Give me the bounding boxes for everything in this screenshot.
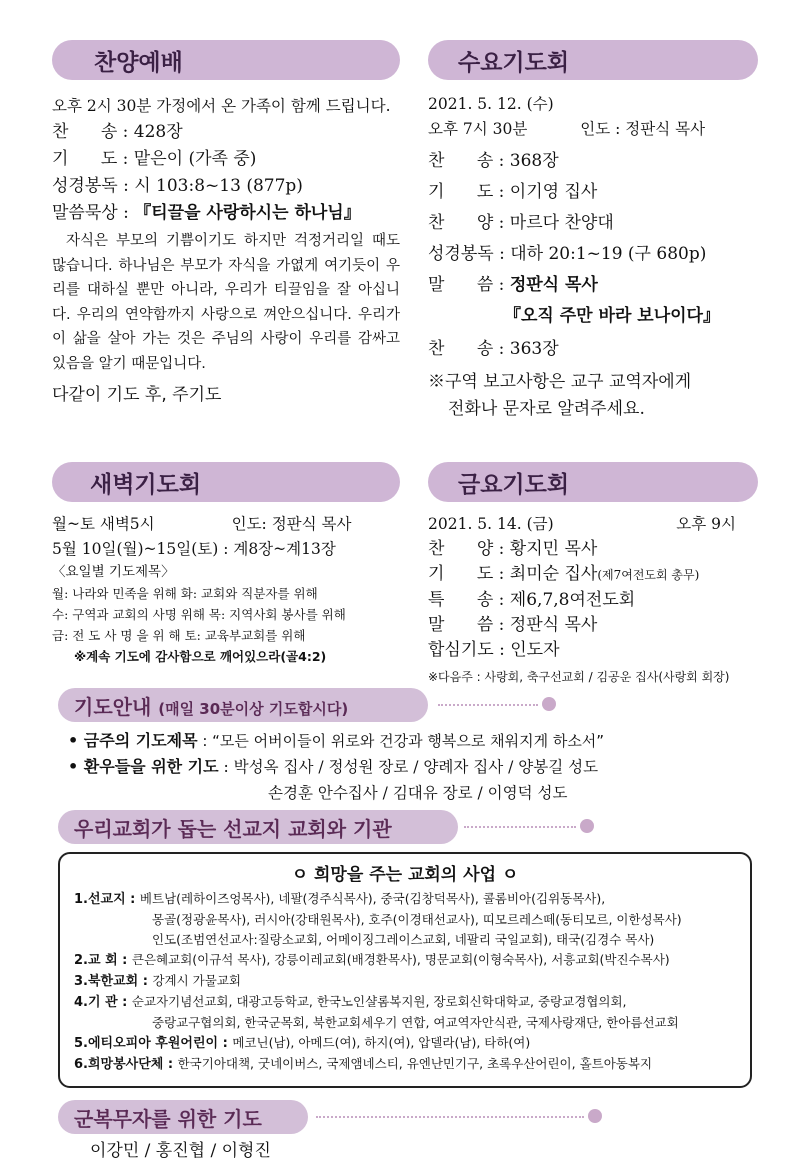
dawn-days: 월~토 새벽5시 bbox=[52, 515, 155, 533]
wednesday-section bbox=[428, 40, 758, 423]
sunday-prayer: 기 도 : 맡은이 (가족 중) bbox=[52, 149, 257, 169]
wednesday-leader: 인도 : 정판식 목사 bbox=[580, 120, 706, 138]
missions-row bbox=[74, 971, 750, 992]
sunday-section bbox=[52, 40, 400, 409]
dawn-topics-title: 〈요일별 기도제목〉 bbox=[52, 564, 175, 580]
wednesday-note2: 전화나 문자로 알려주세요. bbox=[448, 399, 645, 419]
prayer-line2-text: : 박성옥 집사 / 정성원 장로 / 양례자 집사 / 양봉길 성도 bbox=[218, 758, 599, 776]
dotted-line bbox=[438, 704, 538, 706]
end-dot bbox=[588, 1109, 602, 1123]
friday-prayer-label: 기 도 : 최미순 집사 bbox=[428, 564, 598, 584]
dawn-days-row bbox=[52, 512, 400, 537]
wednesday-preacher: 정판식 목사 bbox=[509, 275, 598, 295]
wednesday-banner bbox=[428, 40, 758, 80]
wednesday-sermon bbox=[428, 272, 758, 299]
wednesday-date: 2021. 5. 12. (수) bbox=[428, 95, 554, 113]
military-title: 군복무자를 위한 기도 bbox=[74, 1107, 262, 1131]
wednesday-sermon-label: 말 씀 : bbox=[428, 275, 510, 295]
friday-sermon: 말 씀 : 정판식 목사 bbox=[428, 615, 598, 635]
dotted-line bbox=[316, 1116, 584, 1118]
military-header bbox=[58, 1100, 748, 1134]
friday-prayer bbox=[428, 562, 758, 588]
friday-closing: 합심기도 : 인도자 bbox=[428, 640, 560, 660]
prayer-guide-body bbox=[68, 728, 758, 806]
missions-row bbox=[74, 1033, 750, 1054]
missions-row-value: 중랑교구협의회, 한국군목회, 북한교회세우기 연합, 여교역자안식관, 국제사랑재단, 한아름선교회 bbox=[152, 1015, 679, 1030]
missions-row-key: 6.희망봉사단체 : bbox=[74, 1057, 178, 1072]
missions-row-value: 몽골(정광윤목사), 러시아(강태원목사), 호주(이경태선교사), 띠모르레스떼(동티모르, 이한성목사) bbox=[152, 912, 682, 927]
sunday-hymn: 찬 송 : 428장 bbox=[52, 122, 183, 142]
sunday-sermon bbox=[52, 200, 400, 227]
wednesday-note: ※구역 보고사항은 교구 교역자에게 bbox=[428, 372, 692, 392]
dawn-verse: ※계속 기도에 감사함으로 깨어있으라(골4:2) bbox=[74, 649, 327, 664]
missions-title: 우리교회가 돕는 선교지 교회와 기관 bbox=[74, 817, 392, 841]
missions-list bbox=[60, 889, 750, 1075]
prayer-guide-title: 기도안내 bbox=[74, 695, 152, 719]
dawn-banner bbox=[52, 462, 400, 502]
sunday-intro: 오후 2시 30분 가정에서 온 가족이 함께 드립니다. bbox=[52, 97, 391, 115]
friday-praise: 찬 양 : 황지민 목사 bbox=[428, 539, 598, 559]
dawn-period: 5월 10일(월)~15일(토) : 계8장~계13장 bbox=[52, 540, 336, 558]
wednesday-hymn2: 찬 송 : 363장 bbox=[428, 339, 559, 359]
missions-row-key: 1.선교지 : bbox=[74, 892, 140, 907]
prayer-line2-label: • 환우들을 위한 기도 bbox=[68, 757, 219, 776]
sunday-closing: 다같이 기도 후, 주기도 bbox=[52, 385, 222, 405]
dawn-topic: 금: 전 도 사 명 을 위 해 토: 교육부교회를 위해 bbox=[52, 628, 306, 643]
missions-row-value: 베트남(레하이즈엉목사), 네팔(경주식목사), 중국(김창덕목사), 콜롬비아(김위동목사), bbox=[139, 891, 606, 906]
missions-row bbox=[74, 910, 750, 930]
friday-date-row bbox=[428, 512, 758, 537]
dawn-title: 새벽기도회 bbox=[90, 472, 202, 498]
military-names: 이강민 / 홍진협 / 이형진 bbox=[90, 1141, 271, 1161]
missions-row-value: 메코닌(남), 아메드(여), 하지(여), 압델라(남), 타하(여) bbox=[232, 1035, 531, 1050]
wednesday-hymn: 찬 송 : 368장 bbox=[428, 151, 559, 171]
dawn-section bbox=[52, 462, 400, 667]
wednesday-prayer: 기 도 : 이기영 집사 bbox=[428, 182, 598, 202]
friday-section bbox=[428, 462, 758, 688]
missions-row bbox=[74, 1013, 750, 1033]
missions-row-value: 강계시 가물교회 bbox=[152, 973, 241, 988]
missions-row-value: 한국기아대책, 굿네이버스, 국제앰네스티, 유엔난민기구, 초록우산어린이, 홀트아동복지 bbox=[177, 1056, 653, 1071]
missions-box-title: ㅇ 희망을 주는 교회의 사업 ㅇ bbox=[291, 865, 519, 885]
friday-date: 2021. 5. 14. (금) bbox=[428, 515, 554, 533]
missions-row bbox=[74, 930, 750, 950]
dotted-line bbox=[464, 826, 576, 828]
wednesday-praise: 찬 양 : 마르다 찬양대 bbox=[428, 213, 614, 233]
prayer-line1-label: • 금주의 기도제목 bbox=[68, 731, 198, 750]
friday-time: 오후 9시 bbox=[676, 515, 736, 533]
friday-prayer-note: (제7여전도회 총무) bbox=[597, 568, 700, 582]
prayer-guide-subtitle: (매일 30분이상 기도합시다) bbox=[158, 700, 349, 718]
dawn-topic: 월: 나라와 민족을 위해 화: 교회와 직분자를 위해 bbox=[52, 586, 318, 601]
missions-row-value: 순교자기념선교회, 대광고등학교, 한국노인샬롬복지원, 장로회신학대학교, 중랑교경협의회, bbox=[131, 994, 627, 1009]
friday-next: ※다음주 : 사랑회, 축구선교회 / 김공운 집사(사랑회 회장) bbox=[428, 670, 730, 684]
end-dot bbox=[542, 697, 556, 711]
wednesday-title: 수요기도회 bbox=[458, 50, 570, 76]
dawn-topic: 수: 구역과 교회의 사명 위해 목: 지역사회 봉사를 위해 bbox=[52, 607, 346, 622]
end-dot bbox=[580, 819, 594, 833]
prayer-line3-text: 손경훈 안수집사 / 김대유 장로 / 이영덕 성도 bbox=[268, 784, 568, 802]
sunday-title: 찬양예배 bbox=[94, 50, 183, 76]
prayer-guide-line1 bbox=[68, 728, 758, 754]
sunday-sermon-title: 『티끌을 사랑하시는 하나님』 bbox=[134, 203, 361, 223]
missions-header bbox=[58, 810, 748, 844]
sunday-reading: 성경봉독 : 시 103:8~13 (877p) bbox=[52, 176, 303, 196]
missions-row-key: 4.기 관 : bbox=[74, 995, 132, 1010]
missions-row-value: 인도(조범연선교사:질랑소교회, 어메이징그레이스교회, 네팔리 국일교회), 태국(김경수 목사) bbox=[152, 932, 655, 947]
missions-box bbox=[58, 852, 752, 1088]
wednesday-time: 오후 7시 30분 bbox=[428, 120, 528, 138]
missions-row-key: 3.북한교회 : bbox=[74, 974, 153, 989]
wednesday-sermon-title: 『오직 주만 바라 보나이다』 bbox=[504, 306, 720, 326]
friday-special: 특 송 : 제6,7,8여전도회 bbox=[428, 590, 636, 610]
prayer-line1-text: : “모든 어버이들이 위로와 건강과 행복으로 채워지게 하소서” bbox=[197, 732, 605, 750]
prayer-guide-line2 bbox=[68, 754, 758, 780]
sunday-banner bbox=[52, 40, 400, 80]
prayer-guide-title-row bbox=[74, 691, 348, 720]
missions-row-key: 2.교 회 : bbox=[74, 953, 132, 968]
missions-row bbox=[74, 889, 750, 910]
missions-row-key: 5.에티오피아 후원어린이 : bbox=[74, 1036, 233, 1051]
dawn-leader: 인도: 정판식 목사 bbox=[231, 515, 352, 533]
wednesday-reading: 성경봉독 : 대하 20:1~19 (구 680p) bbox=[428, 244, 707, 264]
prayer-guide-header bbox=[58, 688, 748, 722]
missions-row-value: 큰은혜교회(이규석 목사), 강릉이레교회(배경환목사), 명문교회(이형숙목사), 서흥교회(박진수목사) bbox=[131, 952, 670, 967]
sunday-sermon-label: 말씀묵상 : bbox=[52, 203, 135, 223]
missions-row bbox=[74, 950, 750, 971]
sunday-meditation: 자식은 부모의 기쁨이기도 하지만 걱정거리일 때도 많습니다. 하나님은 부모가 자식을 가엾게 여기듯이 우리를 대하실 뿐만 아니라, 우리가 티끌임을 잘 아십니다. 우리의 연약함까지 사랑으로 껴안으십니다. 우리가 이 삶을 살아 가는 것은 주님의 사랑이 우리를 감싸고 있음을 알기 때문입니다. bbox=[52, 233, 400, 372]
friday-banner bbox=[428, 462, 758, 502]
missions-row bbox=[74, 1054, 750, 1075]
wednesday-time-row bbox=[428, 117, 758, 142]
friday-title: 금요기도회 bbox=[458, 472, 570, 498]
missions-row bbox=[74, 992, 750, 1013]
